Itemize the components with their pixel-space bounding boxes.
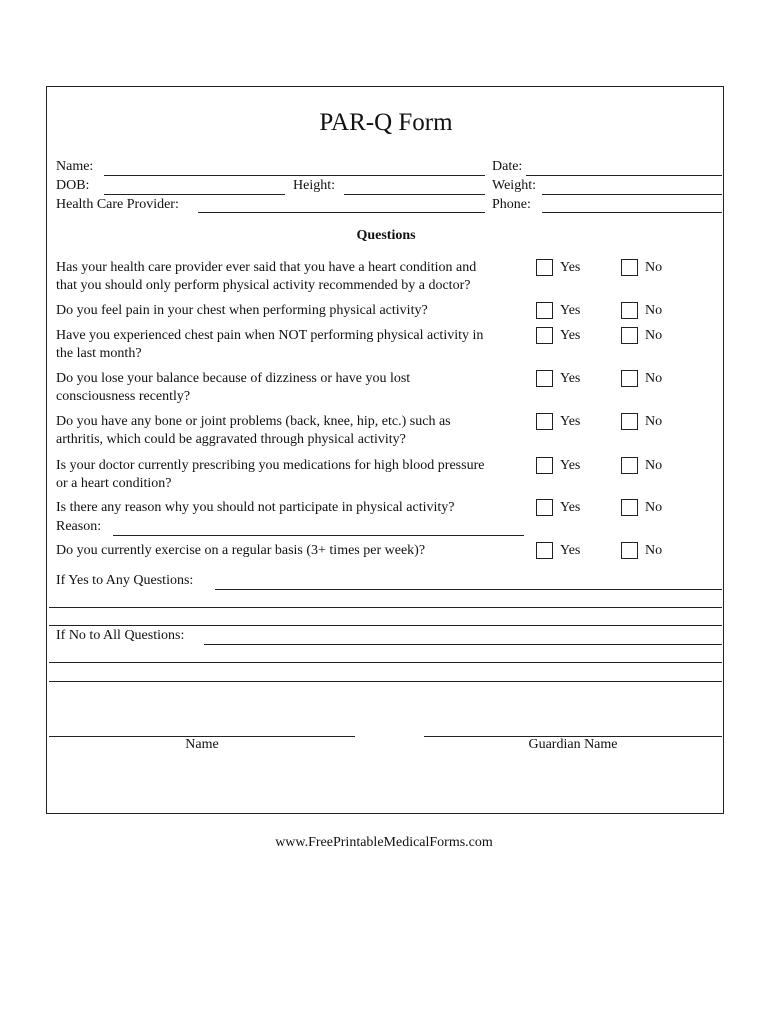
question-4 (56, 370, 526, 406)
provider-field[interactable] (198, 212, 485, 213)
question-7 (56, 499, 526, 517)
weight-label: Weight: (492, 178, 536, 193)
phone-label: Phone: (492, 197, 531, 212)
question-5-yes-checkbox[interactable] (536, 413, 553, 430)
question-5-yes-label: Yes (560, 414, 581, 429)
question-4-yes-label: Yes (560, 371, 581, 386)
question-1-line-2: that you should only perform physical activity recommended by a doctor? (56, 278, 471, 293)
question-8 (56, 542, 526, 560)
question-4-line-1: Do you lose your balance because of dizziness or have you lost (56, 371, 411, 386)
question-3-line-2: the last month? (56, 346, 142, 361)
form-frame (46, 86, 724, 814)
question-2-no-checkbox[interactable] (621, 302, 638, 319)
question-2-yes-checkbox[interactable] (536, 302, 553, 319)
question-1-no-checkbox[interactable] (621, 259, 638, 276)
name-label: Name: (56, 159, 94, 174)
question-7-line-1: Is there any reason why you should not participate in physical activity? (56, 500, 455, 515)
if-no-field-line-2[interactable] (49, 662, 722, 663)
question-6-yes-checkbox[interactable] (536, 457, 553, 474)
question-8-yes-checkbox[interactable] (536, 542, 553, 559)
question-4-no-label: No (645, 371, 663, 386)
reason-label: Reason: (56, 519, 102, 534)
height-label: Height: (293, 178, 335, 193)
phone-field[interactable] (542, 212, 722, 213)
question-3 (56, 327, 526, 363)
question-2-yes-label: Yes (560, 303, 581, 318)
question-1 (56, 259, 526, 295)
question-4-yes-checkbox[interactable] (536, 370, 553, 387)
question-5-no-label: No (645, 414, 663, 429)
dob-field[interactable] (104, 194, 285, 195)
question-1-line-1: Has your health care provider ever said that you have a heart condition and (56, 260, 477, 275)
reason-field[interactable] (113, 535, 524, 536)
question-5 (56, 413, 526, 449)
question-7-no-label: No (645, 500, 663, 515)
question-2 (56, 302, 526, 320)
questions-heading: Questions (356, 228, 416, 243)
height-field[interactable] (344, 194, 485, 195)
date-label: Date: (492, 159, 523, 174)
question-6-line-1: Is your doctor currently prescribing you medications for high blood pressure (56, 458, 485, 473)
question-4-line-2: consciousness recently? (56, 389, 191, 404)
question-5-line-2: arthritis, which could be aggravated through physical activity? (56, 432, 406, 447)
question-3-yes-label: Yes (560, 328, 581, 343)
dob-label: DOB: (56, 178, 90, 193)
if-yes-field-line-1[interactable] (215, 589, 722, 590)
question-1-no-label: No (645, 260, 663, 275)
weight-field[interactable] (542, 194, 722, 195)
date-field[interactable] (526, 175, 722, 176)
question-3-no-label: No (645, 328, 663, 343)
question-6-yes-label: Yes (560, 458, 581, 473)
question-1-yes-label: Yes (560, 260, 581, 275)
question-3-yes-checkbox[interactable] (536, 327, 553, 344)
question-8-no-label: No (645, 543, 663, 558)
guardian-signature-label: Guardian Name (528, 737, 618, 752)
form-title: PAR-Q Form (319, 109, 453, 136)
question-4-no-checkbox[interactable] (621, 370, 638, 387)
question-8-line-1: Do you currently exercise on a regular basis (3+ times per week)? (56, 543, 426, 558)
name-field[interactable] (104, 175, 485, 176)
if-no-field-line-1[interactable] (204, 644, 722, 645)
question-5-line-1: Do you have any bone or joint problems (back, knee, hip, etc.) such as (56, 414, 451, 429)
question-6 (56, 457, 526, 493)
if-yes-label: If Yes to Any Questions: (56, 573, 194, 588)
if-yes-field-line-3[interactable] (49, 625, 722, 626)
question-2-line-1: Do you feel pain in your chest when performing physical activity? (56, 303, 428, 318)
question-6-line-2: or a heart condition? (56, 476, 172, 491)
question-5-no-checkbox[interactable] (621, 413, 638, 430)
question-7-yes-label: Yes (560, 500, 581, 515)
question-3-no-checkbox[interactable] (621, 327, 638, 344)
question-7-yes-checkbox[interactable] (536, 499, 553, 516)
footer-url: www.FreePrintableMedicalForms.com (275, 835, 493, 850)
question-1-yes-checkbox[interactable] (536, 259, 553, 276)
if-no-field-line-3[interactable] (49, 681, 722, 682)
question-6-no-checkbox[interactable] (621, 457, 638, 474)
name-signature-label: Name (185, 737, 219, 752)
question-8-yes-label: Yes (560, 543, 581, 558)
question-7-no-checkbox[interactable] (621, 499, 638, 516)
question-2-no-label: No (645, 303, 663, 318)
question-6-no-label: No (645, 458, 663, 473)
provider-label: Health Care Provider: (56, 197, 179, 212)
question-3-line-1: Have you experienced chest pain when NOT performing physical activity in (56, 328, 484, 343)
if-yes-field-line-2[interactable] (49, 607, 722, 608)
question-8-no-checkbox[interactable] (621, 542, 638, 559)
if-no-label: If No to All Questions: (56, 628, 185, 643)
